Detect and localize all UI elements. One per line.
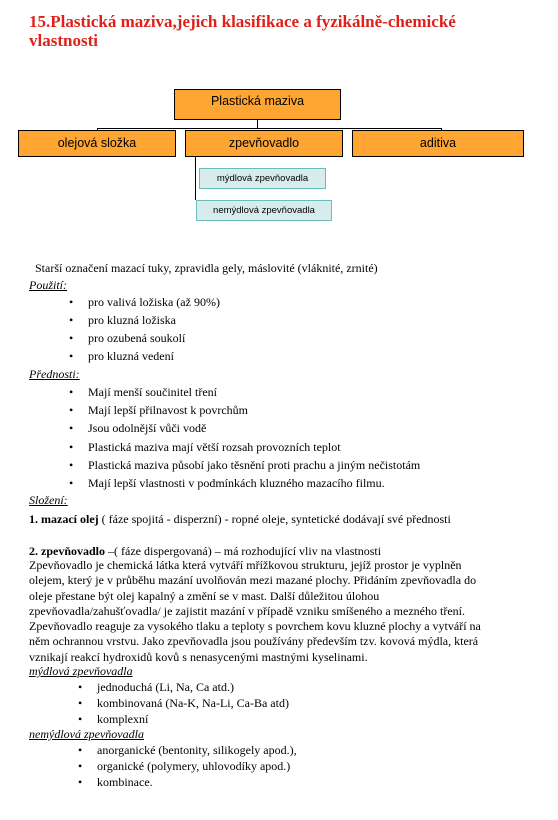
list-item: • Plastická maziva působí jako těsnění proti prachu a jiným nečistotám <box>88 458 420 473</box>
diagram-node-nonsoap-thickeners: nemýdlová zpevňovadla <box>196 200 332 221</box>
paragraph-line: Zpevňovadlo je chemická látka která vytváří mřížkovou strukturu, jejíž prostor je vyplněn <box>29 558 462 572</box>
advantages-heading: Přednosti: <box>29 367 80 381</box>
connector-horizontal <box>97 128 442 129</box>
paragraph-line: zpevňovadla/zahušťovadla/ je zajistit mazání v případě vzniku smíšeného a mezného tření. <box>29 603 465 618</box>
diagram-node-additives: aditiva <box>352 130 524 157</box>
list-item: • jednoduchá (Li, Na, Ca atd.) <box>97 680 234 695</box>
list-item: • Mají lepší přilnavost k povrchům <box>88 403 248 418</box>
list-item: • pro kluzná vedení <box>88 349 174 364</box>
diagram-node-oil: olejová složka <box>18 130 176 157</box>
list-item: • organické (polymery, uhlovodíky apod.) <box>97 759 290 774</box>
thickener-description: –( fáze dispergovaná) – má rozhodující vliv na vlastnosti <box>105 544 382 558</box>
connector-sub-vertical <box>195 157 196 200</box>
diagram-root-node: Plastická maziva <box>174 89 341 120</box>
list-item: • kombinovaná (Na-K, Na-Li, Ca-Ba atd) <box>97 696 289 711</box>
oil-description: ( fáze spojitá - disperzní) - ropné oleje, syntetické dodávají své přednosti <box>98 512 451 526</box>
composition-heading: Složení: <box>29 493 68 507</box>
thickener-paragraph <box>29 558 534 665</box>
list-item: • Mají menší součinitel tření <box>88 385 217 400</box>
list-item: • komplexní <box>97 712 148 727</box>
uses-heading: Použití: <box>29 278 67 292</box>
paragraph-line: olejem, který je v průběhu mazání uvolňován mezi mazané plochy. Přidáním zpevňovadla do <box>29 573 477 588</box>
page-title <box>29 12 529 50</box>
nonsoap-heading: nemýdlová zpevňovadla <box>29 727 144 741</box>
diagram-node-soap-thickeners: mýdlová zpevňovadla <box>199 168 326 189</box>
list-item: • pro kluzná ložiska <box>88 313 176 328</box>
list-item: • anorganické (bentonity, silikogely apod.), <box>97 743 297 758</box>
thickener-line <box>29 544 381 558</box>
paragraph-line: něm ochrannou vrstvu. Jako zpevňovadla jsou používány především tzv. kovová mýdla, která <box>29 634 479 649</box>
diagram-node-thickener: zpevňovadlo <box>185 130 343 157</box>
list-item: • Jsou odolnější vůči vodě <box>88 421 206 436</box>
thickener-term: 2. zpevňovadlo <box>29 544 106 558</box>
list-item: • Mají lepší vlastnosti v podmínkách kluzného mazacího filmu. <box>88 476 385 491</box>
oil-line <box>29 512 451 526</box>
list-item: • kombinace. <box>97 775 153 790</box>
list-item: • pro ozubená soukolí <box>88 331 185 346</box>
title-line-2: vlastnosti <box>29 31 98 50</box>
paragraph-line: vznikají reakcí hydroxidů kovů s nenasycenými mastnými kyselinami. <box>29 649 368 664</box>
title-line-1: 15.Plastická maziva,jejich klasifikace a fyzikálně-chemické <box>29 12 456 31</box>
soap-heading: mýdlová zpevňovadla <box>29 664 133 678</box>
paragraph-line: oleje přestane být olej kapalný a změní se v mast. Další důležitou úlohou <box>29 588 380 603</box>
list-item: • pro valivá ložiska (až 90%) <box>88 295 220 310</box>
paragraph-line: Zpevňovadlo reaguje za vysokého tlaku a teploty s povrchem kovu kluzné plochy a vytváří na <box>29 619 481 634</box>
list-item: • Plastická maziva mají větší rozsah provozních teplot <box>88 440 341 455</box>
oil-term: 1. mazací olej <box>29 512 99 526</box>
intro-text: Starší označení mazací tuky, zpravidla gely, máslovité (vláknité, zrnité) <box>35 261 378 275</box>
